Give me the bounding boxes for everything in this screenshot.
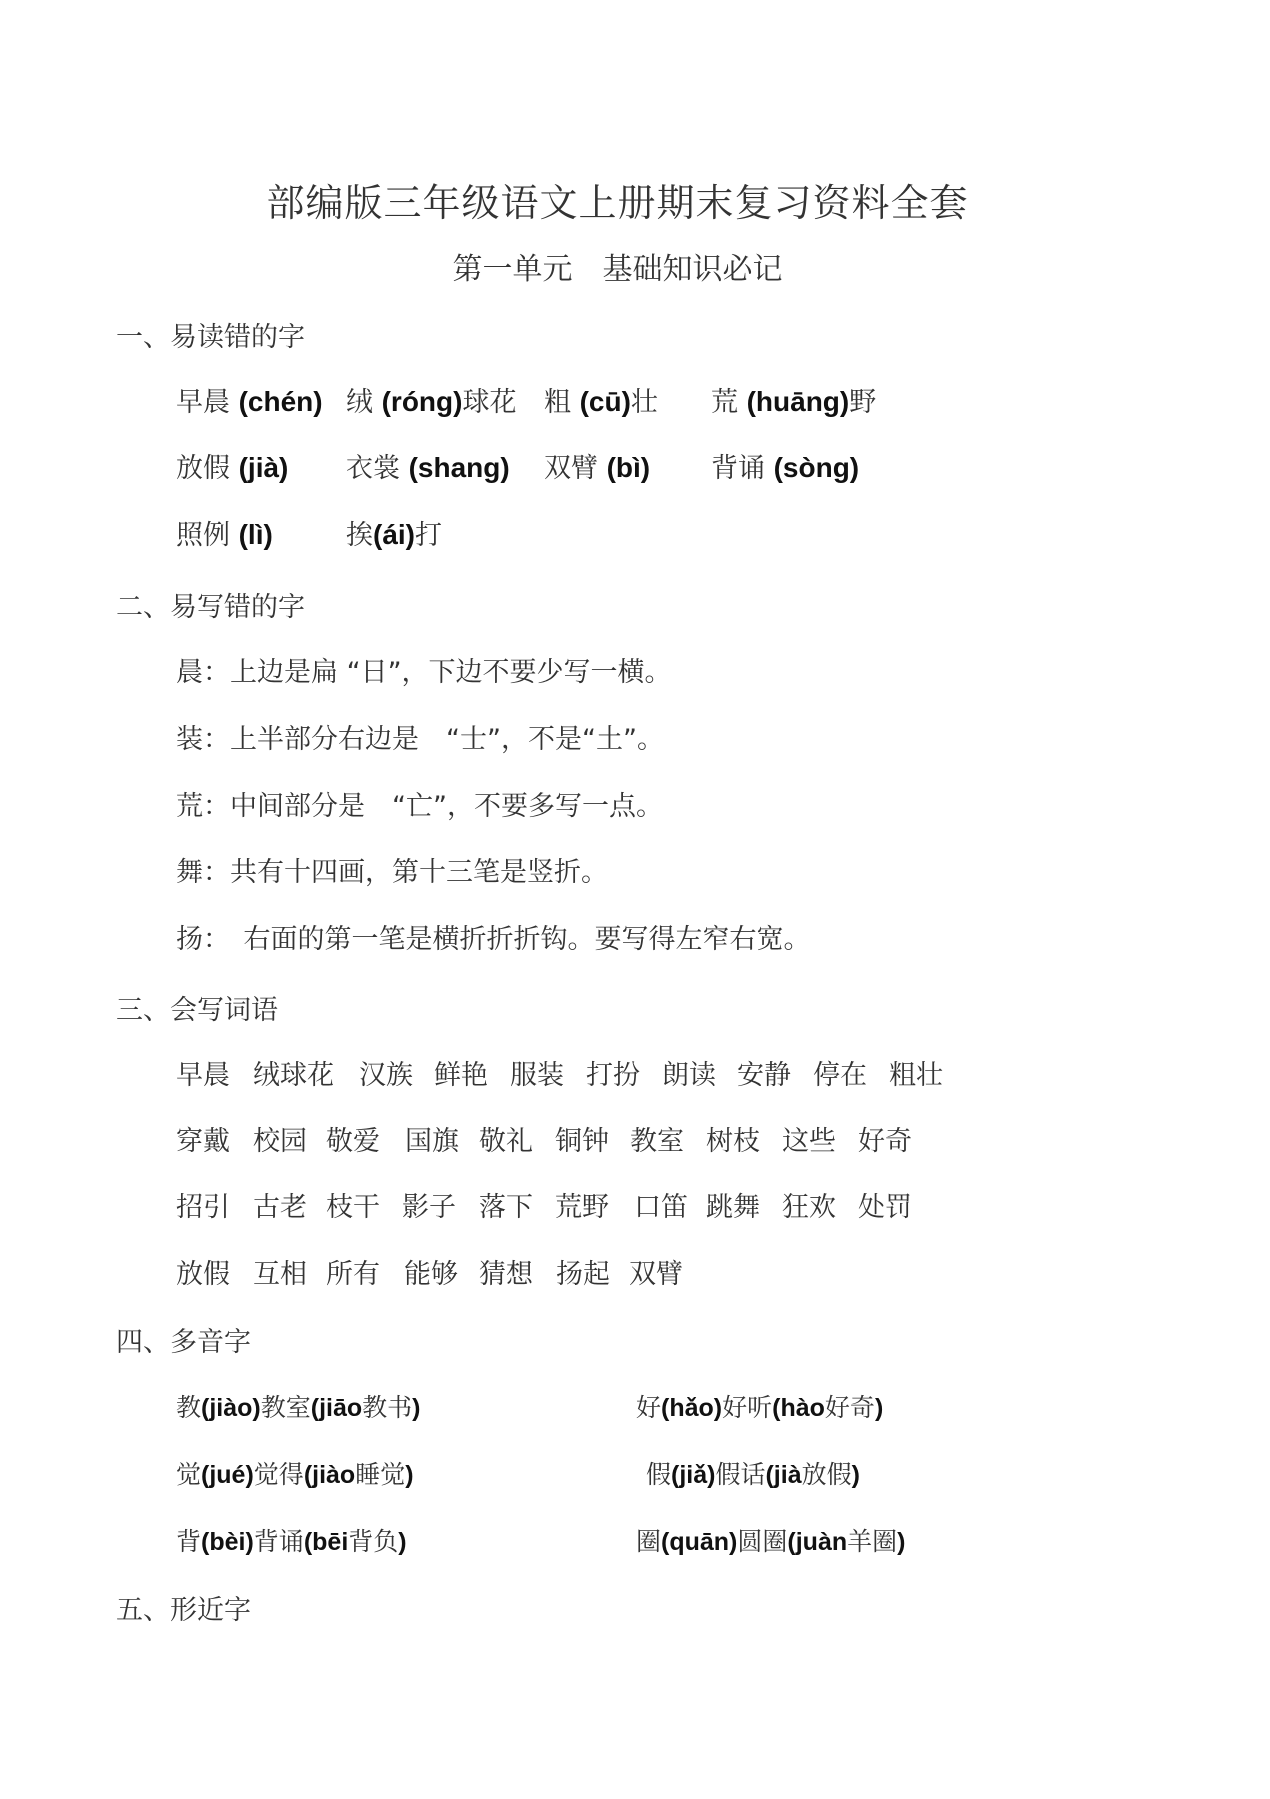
word: 招引	[176, 1192, 230, 1223]
polyphone-entry: 觉(jué)觉得(jiào睡觉)	[176, 1460, 414, 1489]
word-row-2	[176, 1119, 1236, 1159]
word: 互相	[253, 1259, 307, 1290]
reading-item: 衣裳 (shang)	[346, 452, 510, 484]
section-heading-4: 四、多音字	[116, 1327, 251, 1358]
word: 绒球花	[253, 1060, 334, 1091]
word: 放假	[176, 1259, 230, 1290]
writing-note: 舞：共有十四画，第十三笔是竖折。	[176, 857, 608, 888]
word: 所有	[326, 1259, 380, 1290]
section-heading-1: 一、易读错的字	[116, 322, 305, 353]
polyphone-entry: 背(bèi)背诵(bēi背负)	[176, 1527, 407, 1556]
reading-item: 荒 (huāng)野	[711, 386, 877, 418]
word: 停在	[813, 1060, 867, 1091]
word: 校园	[253, 1126, 307, 1157]
word: 国旗	[405, 1126, 459, 1157]
word: 口笛	[634, 1192, 688, 1223]
word: 朗读	[662, 1060, 716, 1091]
word: 狂欢	[782, 1192, 836, 1223]
section-heading-2: 二、易写错的字	[116, 592, 305, 623]
reading-item: 挨(ái)打	[346, 519, 442, 551]
word: 早晨	[176, 1060, 230, 1091]
polyphone-entry: 教(jiào)教室(jiāo教书)	[176, 1393, 421, 1422]
word-row-4	[176, 1252, 1236, 1292]
reading-item: 放假 (jià)	[176, 452, 289, 484]
writing-note: 晨：上边是扁 “日”，下边不要少写一横。	[176, 657, 672, 688]
reading-row-2	[176, 446, 1236, 486]
section-heading-5: 五、形近字	[116, 1595, 251, 1626]
section-heading-3: 三、会写词语	[116, 995, 278, 1026]
polyphone-entry: 假(jiǎ)假话(jià放假)	[646, 1460, 860, 1489]
word: 敬礼	[479, 1126, 533, 1157]
reading-item: 绒 (róng)球花	[346, 386, 517, 418]
reading-item: 照例 (lì)	[176, 519, 273, 551]
writing-note: 装：上半部分右边是 “士”，不是“土”。	[176, 724, 664, 755]
reading-row-1	[176, 380, 1236, 420]
reading-item: 早晨 (chén)	[176, 386, 323, 418]
word: 安静	[737, 1060, 791, 1091]
word: 扬起	[556, 1259, 610, 1290]
word: 教室	[630, 1126, 684, 1157]
polyphone-entry: 好(hǎo)好听(hào好奇)	[636, 1393, 884, 1422]
page-subtitle: 第一单元 基础知识必记	[452, 252, 783, 287]
word: 铜钟	[555, 1126, 609, 1157]
word: 好奇	[858, 1126, 912, 1157]
word: 猜想	[479, 1259, 533, 1290]
writing-note: 扬： 右面的第一笔是横折折折钩。要写得左窄右宽。	[176, 924, 811, 955]
reading-item: 粗 (cū)壮	[544, 386, 658, 418]
word: 服装	[510, 1060, 564, 1091]
polyphone-entry: 圈(quān)圆圈(juàn羊圈)	[636, 1527, 906, 1556]
word: 枝干	[326, 1192, 380, 1223]
page-title: 部编版三年级语文上册期末复习资料全套	[266, 181, 969, 225]
word: 树枝	[706, 1126, 760, 1157]
word: 处罚	[858, 1192, 912, 1223]
word: 敬爱	[326, 1126, 380, 1157]
word: 影子	[402, 1192, 456, 1223]
word: 粗壮	[889, 1060, 943, 1091]
reading-row-3	[176, 513, 1236, 553]
word: 打扮	[586, 1060, 640, 1091]
word: 穿戴	[176, 1126, 230, 1157]
writing-note: 荒：中间部分是 “亡”，不要多写一点。	[176, 791, 663, 822]
word: 能够	[404, 1259, 458, 1290]
word: 落下	[479, 1192, 533, 1223]
word-row-1	[176, 1053, 1236, 1093]
reading-item: 双臂 (bì)	[544, 452, 651, 484]
word-row-3	[176, 1185, 1236, 1225]
word: 荒野	[555, 1192, 609, 1223]
word: 跳舞	[706, 1192, 760, 1223]
word: 这些	[782, 1126, 836, 1157]
word: 鲜艳	[434, 1060, 488, 1091]
reading-item: 背诵 (sòng)	[711, 452, 860, 484]
word: 汉族	[359, 1060, 413, 1091]
word: 双臂	[629, 1259, 683, 1290]
word: 古老	[253, 1192, 307, 1223]
